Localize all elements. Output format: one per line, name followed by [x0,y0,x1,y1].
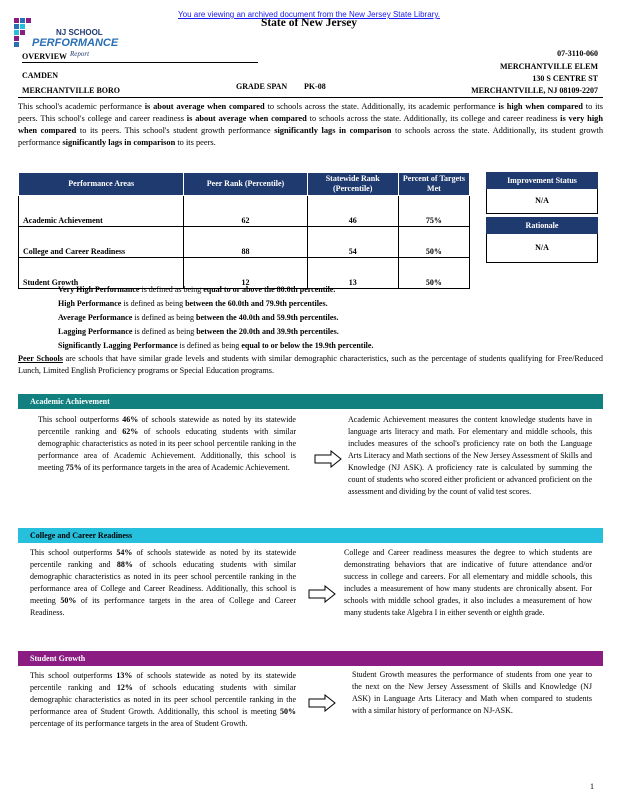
row-statewide-rank: 13 [307,258,398,289]
section-title: Student Growth [30,654,86,663]
arrow-right-icon [308,694,336,712]
header-school-code: 07-3110-060 [557,49,598,58]
table-row [19,196,470,227]
section-band-student-growth [18,651,603,666]
student-growth-left-text: This school outperforms 13% of schools statewide as noted by its statewide percentile ranking and 12% of schools educating students with similar demographic characteristics as noted in its peer school percentile ranking in the performance area of Student Growth. Additionally, this school is meeting 50% percentage of its performance targets in the area of Student Growth. [30,671,296,728]
definition-item: Lagging Performance is defined as being between the 20.0th and 39.9th percentiles. [58,327,339,336]
summary-paragraph: This school's academic performance is about average when compared to schools across the state. Additionally, its academic performance is high when compared to its peers. This school's college and career readiness is about average when compared to schools across the state. Additionally, its college and career readiness is very high when compared to its peers. This school's student growth performance significantly lags in comparison to schools across the state. Additionally, its student growth performance significantly lags in comparison to its peers. [18,102,604,147]
peer-schools-paragraph: Peer Schools are schools that have similar grade levels and students with similar demographic characteristics, such as the percentage of students qualifying for Free/Reduced Lunch, Limited English Proficiency programs or Special Education programs. [18,354,603,375]
logo-line2: PERFORMANCE [32,37,119,49]
performance-table-header [19,173,470,196]
rationale-value: N/A [486,234,598,263]
header-school-name: MERCHANTVILLE ELEM [499,62,598,71]
improvement-status-title: Improvement Status [486,172,598,189]
academic-achievement-left-text: This school outperforms 46% of schools statewide as noted by its statewide percentile ranking and 62% of schools educating students with similar demographic characteristics as noted in its peer school percentile ranking in the performance area of Academic Achievement. Additionally, this school is meeting 75% of its performance targets in the area of Academic Achievement. [38,415,296,472]
peer-schools-term: Peer Schools [18,354,63,363]
row-percent-met: 50% [398,258,469,289]
header-overview: OVERVIEW [22,52,68,61]
row-percent-met: 75% [398,196,469,227]
improvement-status-value: N/A [486,189,598,214]
header-city-state-zip: MERCHANTVILLE, NJ 08109-2207 [471,86,598,95]
row-peer-rank: 62 [184,196,307,227]
logo-line1: NJ SCHOOL [56,28,103,37]
page-number: 1 [590,782,594,791]
row-area: Academic Achievement [19,196,184,227]
definition-item: High Performance is defined as being between the 60.0th and 79.9th percentiles. [58,299,328,308]
arrow-right-icon [314,450,342,468]
arrow-right-icon [308,585,336,603]
row-area: College and Career Readiness [19,227,184,258]
definition-item: Average Performance is defined as being between the 40.0th and 59.9th percentiles. [58,313,339,322]
row-percent-met: 50% [398,227,469,258]
archive-notice-link[interactable]: You are viewing an archived document from the New Jersey State Library. [178,10,440,19]
row-peer-rank: 12 [184,258,307,289]
row-peer-rank: 88 [184,227,307,258]
rationale-title: Rationale [486,217,598,234]
row-statewide-rank: 54 [307,227,398,258]
th-statewide-rank: Statewide Rank (Percentile) [307,173,398,196]
row-statewide-rank: 46 [307,196,398,227]
th-performance-areas: Performance Areas [19,173,184,196]
header-district: MERCHANTVILLE BORO [22,86,121,95]
th-percent-targets: Percent of Targets Met [398,173,469,196]
academic-achievement-right-text: Academic Achievement measures the content knowledge students have in language arts literacy and math. For elementary and middle schools, this includes measures of the school's proficiency rate on both the Language Arts Literacy and Math sections of the New Jersey Assessment of Skills and Knowledge (NJ ASK). A proficiency rate is calculated by summing the count of students who scored either proficient or advanced proficient on the assessment and dividing by the count of valid test scores. [348,415,592,496]
section-band-academic-achievement [18,394,603,409]
header-county: CAMDEN [22,71,58,80]
definition-item: Significantly Lagging Performance is defined as being equal to or below the 19.9th percentile. [58,341,374,350]
student-growth-right-text: Student Growth measures the performance of students from one year to the next on the New Jersey Assessment of Skills and Knowledge (NJ ASK) in Language Arts Literacy and Math when compared to students with a similar history of performance on NJ-ASK. [352,670,592,715]
header-rule [22,62,258,63]
college-career-left-text: This school outperforms 54% of schools statewide as noted by its statewide percentile ranking and 88% of schools educating students with similar demographic characteristics as noted in its peer school percentile ranking in the performance area of College and Career Readiness. Additionally, this school is meeting 50% of its performance targets in the area of College and Career Readiness. [30,548,296,617]
header-divider [18,97,603,98]
th-peer-rank: Peer Rank (Percentile) [184,173,307,196]
performance-table [18,172,470,289]
performance-definitions [58,283,373,353]
definition-item: Very High Performance is defined as being equal to or above the 80.0th percentile. [58,285,336,294]
section-title: Academic Achievement [30,397,110,406]
improvement-status-panel [486,172,598,263]
logo-line3: Report [70,50,90,58]
state-title: State of New Jersey [260,17,358,29]
grade-span-value: PK-08 [304,82,326,91]
table-row [19,227,470,258]
row-area: Student Growth [19,258,184,289]
grade-span-label: GRADE SPAN [236,82,288,91]
header-address: 130 S CENTRE ST [532,74,598,83]
section-band-college-career-readiness [18,528,603,543]
college-career-right-text: College and Career readiness measures the degree to which students are demonstrating behaviors that are indicative of future attendance and/or success in college and careers. For all elementary and middle schools, this includes a measurement of how many students are chronically absent. For schools with middle school grades, it also includes a measurement of how many students take Algebra I in either seventh or eighth grade. [344,548,592,617]
section-title: College and Career Readiness [30,531,133,540]
